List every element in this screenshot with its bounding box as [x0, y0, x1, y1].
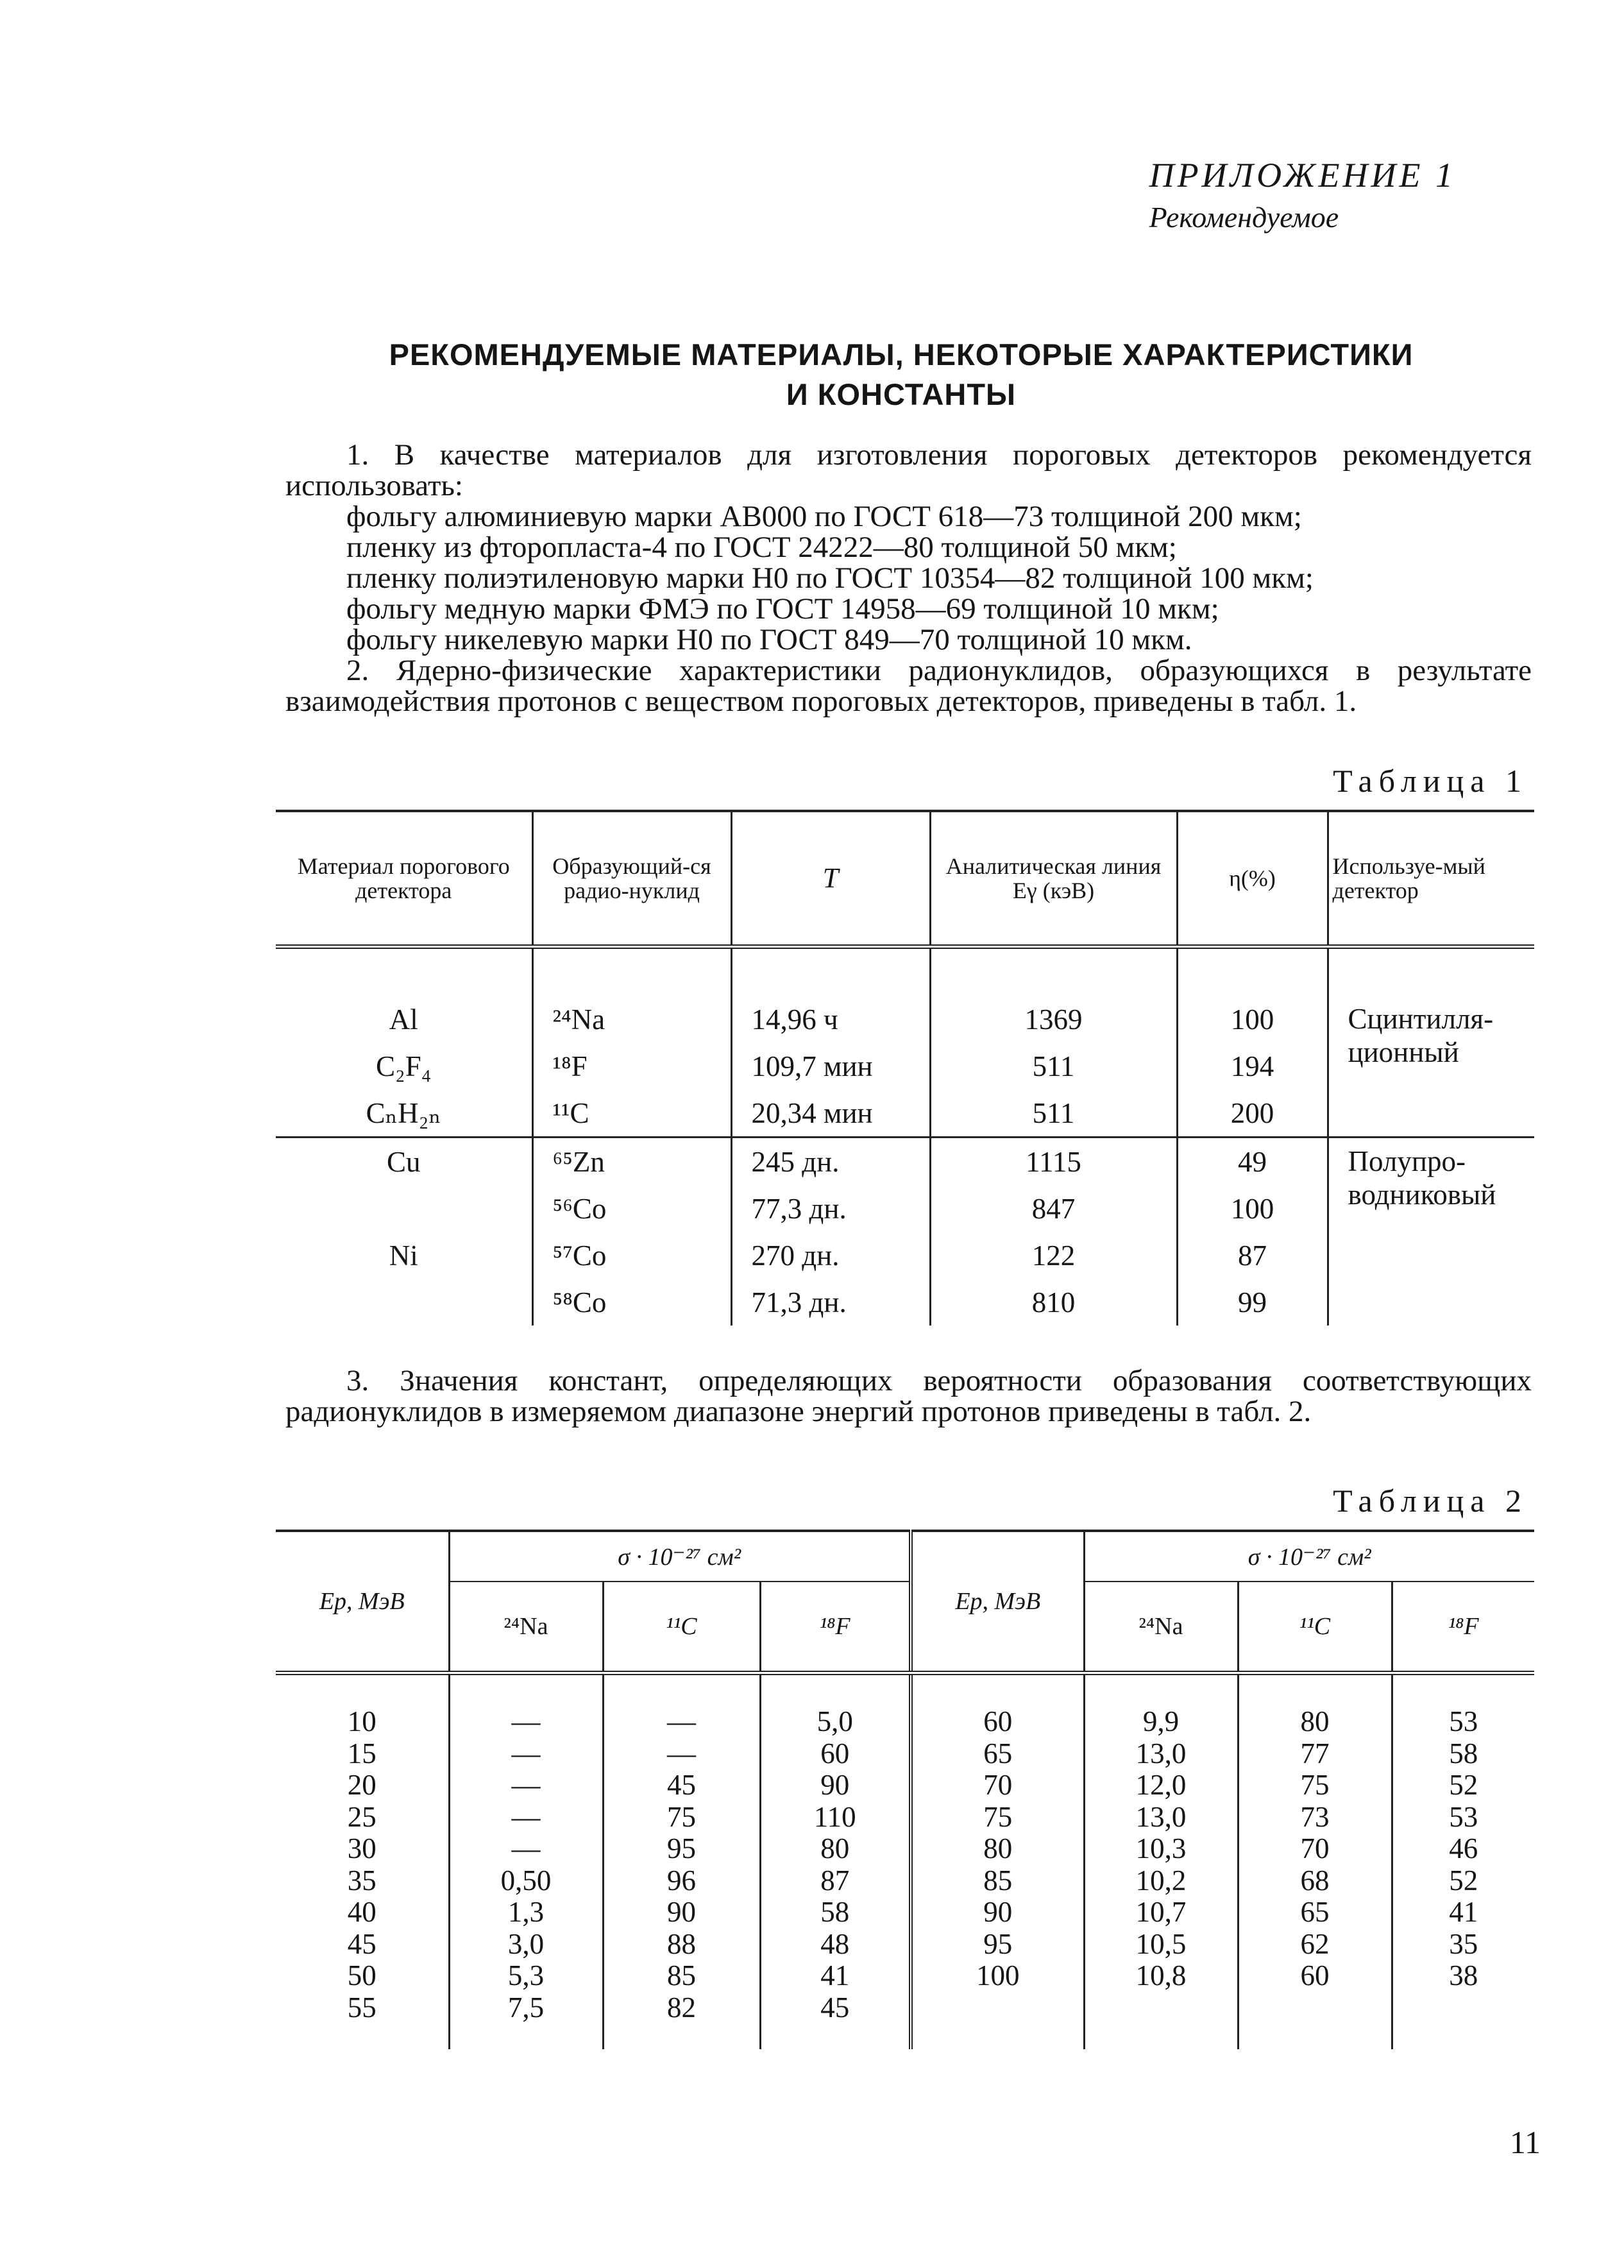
sigma-header-left: σ · 10⁻²⁷ см²: [449, 1531, 911, 1582]
cell-halflife: 245 дн.: [731, 1138, 930, 1186]
table-row: [276, 1897, 1534, 1929]
cell-eta: 200: [1177, 1089, 1328, 1138]
cell-energy: 1369: [930, 996, 1177, 1043]
cell-right-ep: 80: [911, 1833, 1084, 1865]
cell-left-na: —: [449, 1738, 603, 1770]
cell-left-ep: 30: [347, 1832, 376, 1864]
cell-right-f: 52: [1392, 1769, 1534, 1802]
ep-header-left: Eр, МэВ: [276, 1531, 449, 1673]
cell-right-f: 58: [1392, 1738, 1534, 1770]
cell-right-na: 10,8: [1084, 1960, 1238, 1992]
material-item: пленку полиэтиленовую марки Н0 по ГОСТ 10354—82 толщиной 100 мкм;: [346, 561, 1314, 595]
table-row: [276, 1673, 1534, 1738]
cell-left-f: 60: [760, 1738, 911, 1770]
cell-nuclide: ¹¹C: [532, 1089, 731, 1138]
cell-left-f: 45: [760, 1992, 911, 2024]
cell-left-na: —: [449, 1769, 603, 1802]
cell-right-c: 77: [1238, 1738, 1392, 1770]
cell-left-na: 7,5: [449, 1992, 603, 2024]
cell-energy: 810: [930, 1279, 1177, 1326]
cell-right-ep: 100: [911, 1960, 1084, 1992]
table-1-header: [276, 811, 1534, 947]
cell-nuclide: ⁵⁷Co: [532, 1232, 731, 1279]
cell-halflife: 270 дн.: [731, 1232, 930, 1279]
material-item: пленку из фторопласта-4 по ГОСТ 24222—80 толщиной 50 мкм;: [346, 531, 1177, 564]
cell-nuclide: ⁵⁸Co: [532, 1279, 731, 1326]
cell-eta: 100: [1177, 996, 1328, 1043]
sub-header-c: ¹¹C: [603, 1582, 760, 1673]
cell-right-f: 35: [1392, 1929, 1534, 1961]
table-2-caption: Таблица 2: [1333, 1483, 1528, 1519]
cell-left-na: 5,3: [449, 1960, 603, 1992]
appendix-status: Рекомендуемое: [1149, 201, 1339, 234]
material-item: фольгу никелевую марки Н0 по ГОСТ 849—70 толщиной 10 мкм.: [346, 623, 1192, 656]
cell-left-c: —: [603, 1673, 760, 1738]
cell-left-f: 80: [760, 1833, 911, 1865]
cell-material: [276, 1279, 532, 1326]
table-2-body: [276, 1673, 1534, 2050]
cell-left-ep: 10: [347, 1705, 376, 1737]
cell-left-f: 58: [760, 1897, 911, 1929]
cell-left-ep: 55: [347, 1991, 376, 2024]
sub-header-c: ¹¹C: [1238, 1582, 1392, 1673]
cell-eta: 99: [1177, 1279, 1328, 1326]
appendix-block: [1149, 155, 1456, 234]
cell-left-c: 82: [603, 1992, 760, 2024]
col-halflife-header: T: [731, 811, 930, 947]
cell-left-f: 110: [760, 1802, 911, 1834]
table-row: [276, 1929, 1534, 1961]
sub-header-f: ¹⁸F: [1392, 1582, 1534, 1673]
cell-nuclide: ²⁴Na: [532, 996, 731, 1043]
cell-right-na: [1084, 1992, 1238, 2024]
cell-left-f: 87: [760, 1865, 911, 1897]
cell-right-ep: 65: [911, 1738, 1084, 1770]
cell-eta: 87: [1177, 1232, 1328, 1279]
cell-right-f: 53: [1392, 1802, 1534, 1834]
sub-header-na: ²⁴Na: [449, 1582, 603, 1673]
cell-right-na: 9,9: [1084, 1673, 1238, 1738]
cell-right-ep: 90: [911, 1897, 1084, 1929]
cell-left-ep: 40: [347, 1896, 376, 1928]
cell-right-c: 80: [1238, 1673, 1392, 1738]
table-2: [276, 1530, 1534, 2049]
table-row: [276, 1138, 1534, 1186]
cell-right-na: 10,7: [1084, 1897, 1238, 1929]
cell-energy: 511: [930, 1043, 1177, 1089]
cell-right-c: 73: [1238, 1802, 1392, 1834]
table-row: [276, 1865, 1534, 1897]
col-line-header: Аналитическая линия Eγ (кэВ): [930, 811, 1177, 947]
material-item: фольгу алюминиевую марки АВ000 по ГОСТ 618—73 толщиной 200 мкм;: [346, 500, 1302, 533]
cell-nuclide: ⁵⁶Co: [532, 1185, 731, 1232]
table-1: [276, 810, 1534, 1326]
cell-left-na: —: [449, 1802, 603, 1834]
col-eta-header: η(%): [1177, 811, 1328, 947]
cell-right-na: 13,0: [1084, 1802, 1238, 1834]
sigma-header-right: σ · 10⁻²⁷ см²: [1084, 1531, 1534, 1582]
cell-left-f: 41: [760, 1960, 911, 1992]
cell-right-f: 53: [1392, 1673, 1534, 1738]
cell-material: CₙH₂ₙ: [366, 1097, 441, 1129]
title-line-2: И КОНСТАНТЫ: [786, 377, 1017, 411]
col-nuclide-header: Образующий-ся радио-нуклид: [532, 811, 731, 947]
cell-material: Cu: [276, 1138, 532, 1186]
cell-right-c: 62: [1238, 1929, 1392, 1961]
cell-energy: 122: [930, 1232, 1177, 1279]
table-row: [276, 996, 1534, 1043]
cell-material: [276, 1185, 532, 1232]
cell-eta: 49: [1177, 1138, 1328, 1186]
cell-right-ep: 85: [911, 1865, 1084, 1897]
cell-eta: 194: [1177, 1043, 1328, 1089]
cell-right-c: 65: [1238, 1897, 1392, 1929]
cell-right-f: 38: [1392, 1960, 1534, 1992]
cell-right-c: 70: [1238, 1833, 1392, 1865]
cell-left-f: 5,0: [760, 1673, 911, 1738]
page-number: 11: [1509, 2124, 1541, 2160]
cell-right-na: 13,0: [1084, 1738, 1238, 1770]
cell-halflife: 14,96 ч: [731, 996, 930, 1043]
cell-left-f: 90: [760, 1769, 911, 1802]
ep-header-right: Eр, МэВ: [911, 1531, 1084, 1673]
cell-right-ep: 70: [911, 1769, 1084, 1802]
table-row: [276, 1960, 1534, 1992]
page-title: [276, 335, 1527, 414]
cell-halflife: 109,7 мин: [731, 1043, 930, 1089]
appendix-label: ПРИЛОЖЕНИЕ 1: [1149, 156, 1456, 194]
cell-left-ep: 50: [347, 1959, 376, 1991]
section-1: [285, 439, 1532, 717]
cell-right-c: [1238, 1992, 1392, 2024]
cell-left-na: —: [449, 1673, 603, 1738]
cell-right-c: 75: [1238, 1769, 1392, 1802]
cell-halflife: 71,3 дн.: [731, 1279, 930, 1326]
cell-eta: 100: [1177, 1185, 1328, 1232]
cell-right-f: 41: [1392, 1897, 1534, 1929]
section-3: [285, 1365, 1532, 1427]
cell-right-ep: [911, 1992, 1084, 2024]
cell-left-ep: 35: [347, 1864, 376, 1897]
sub-header-na: ²⁴Na: [1084, 1582, 1238, 1673]
cell-right-f: 52: [1392, 1865, 1534, 1897]
cell-left-na: 1,3: [449, 1897, 603, 1929]
cell-right-f: [1392, 1992, 1534, 2024]
cell-right-na: 10,2: [1084, 1865, 1238, 1897]
cell-left-na: 0,50: [449, 1865, 603, 1897]
cell-right-f: 46: [1392, 1833, 1534, 1865]
table-1-caption: Таблица 1: [1333, 763, 1528, 799]
cell-left-na: —: [449, 1833, 603, 1865]
col-material-header: Материал порогового детектора: [276, 811, 532, 947]
cell-right-na: 10,5: [1084, 1929, 1238, 1961]
table-row: [276, 1769, 1534, 1802]
cell-right-ep: 95: [911, 1929, 1084, 1961]
cell-left-ep: 25: [347, 1800, 376, 1833]
cell-left-c: 90: [603, 1897, 760, 1929]
cell-left-ep: 45: [347, 1927, 376, 1960]
cell-halflife: 20,34 мин: [731, 1089, 930, 1138]
cell-right-ep: 60: [911, 1673, 1084, 1738]
cell-nuclide: ⁶⁵Zn: [532, 1138, 731, 1186]
paragraph-2: 2. Ядерно-физические характеристики радионуклидов, образующихся в результате взаимодействия протонов с веществом пороговых детекторов, приведены в табл. 1.: [285, 654, 1532, 718]
cell-left-c: 95: [603, 1833, 760, 1865]
title-line-1: РЕКОМЕНДУЕМЫЕ МАТЕРИАЛЫ, НЕКОТОРЫЕ ХАРАКТЕРИСТИКИ: [389, 337, 1414, 371]
table-row: [276, 1992, 1534, 2024]
cell-left-c: —: [603, 1738, 760, 1770]
cell-left-ep: 15: [347, 1737, 376, 1769]
cell-right-na: 10,3: [1084, 1833, 1238, 1865]
paragraph-3: 3. Значения констант, определяющих вероятности образования соответствующих радионуклидов в измеряемом диапазоне энергий протонов приведены в табл. 2.: [285, 1364, 1532, 1428]
cell-nuclide: ¹⁸F: [532, 1043, 731, 1089]
cell-left-na: 3,0: [449, 1929, 603, 1961]
cell-left-c: 88: [603, 1929, 760, 1961]
sub-header-f: ¹⁸F: [760, 1582, 911, 1673]
cell-right-c: 60: [1238, 1960, 1392, 1992]
cell-left-ep: 20: [347, 1769, 376, 1801]
cell-detector-semi: Полупро-водниковый: [1328, 1138, 1534, 1326]
cell-detector-scint: Сцинтилля-ционный: [1328, 996, 1534, 1138]
table-row: [276, 1833, 1534, 1865]
cell-right-na: 12,0: [1084, 1769, 1238, 1802]
cell-left-c: 96: [603, 1865, 760, 1897]
col-detector-header: Используе-мый детектор: [1328, 811, 1534, 947]
cell-material: Al: [389, 1003, 418, 1036]
cell-left-c: 45: [603, 1769, 760, 1802]
material-item: фольгу медную марки ФМЭ по ГОСТ 14958—69 толщиной 10 мкм;: [346, 592, 1219, 626]
cell-right-c: 68: [1238, 1865, 1392, 1897]
paragraph-1: 1. В качестве материалов для изготовления пороговых детекторов рекомендуется использовать:: [285, 438, 1532, 502]
cell-energy: 847: [930, 1185, 1177, 1232]
cell-left-c: 75: [603, 1802, 760, 1834]
cell-material: Ni: [389, 1239, 418, 1272]
cell-right-ep: 75: [911, 1802, 1084, 1834]
cell-energy: 1115: [930, 1138, 1177, 1186]
cell-left-f: 48: [760, 1929, 911, 1961]
cell-left-c: 85: [603, 1960, 760, 1992]
cell-energy: 511: [930, 1089, 1177, 1138]
table-row: [276, 1738, 1534, 1770]
cell-halflife: 77,3 дн.: [731, 1185, 930, 1232]
table-row: [276, 1802, 1534, 1834]
cell-material: C₂F₄: [376, 1050, 432, 1082]
